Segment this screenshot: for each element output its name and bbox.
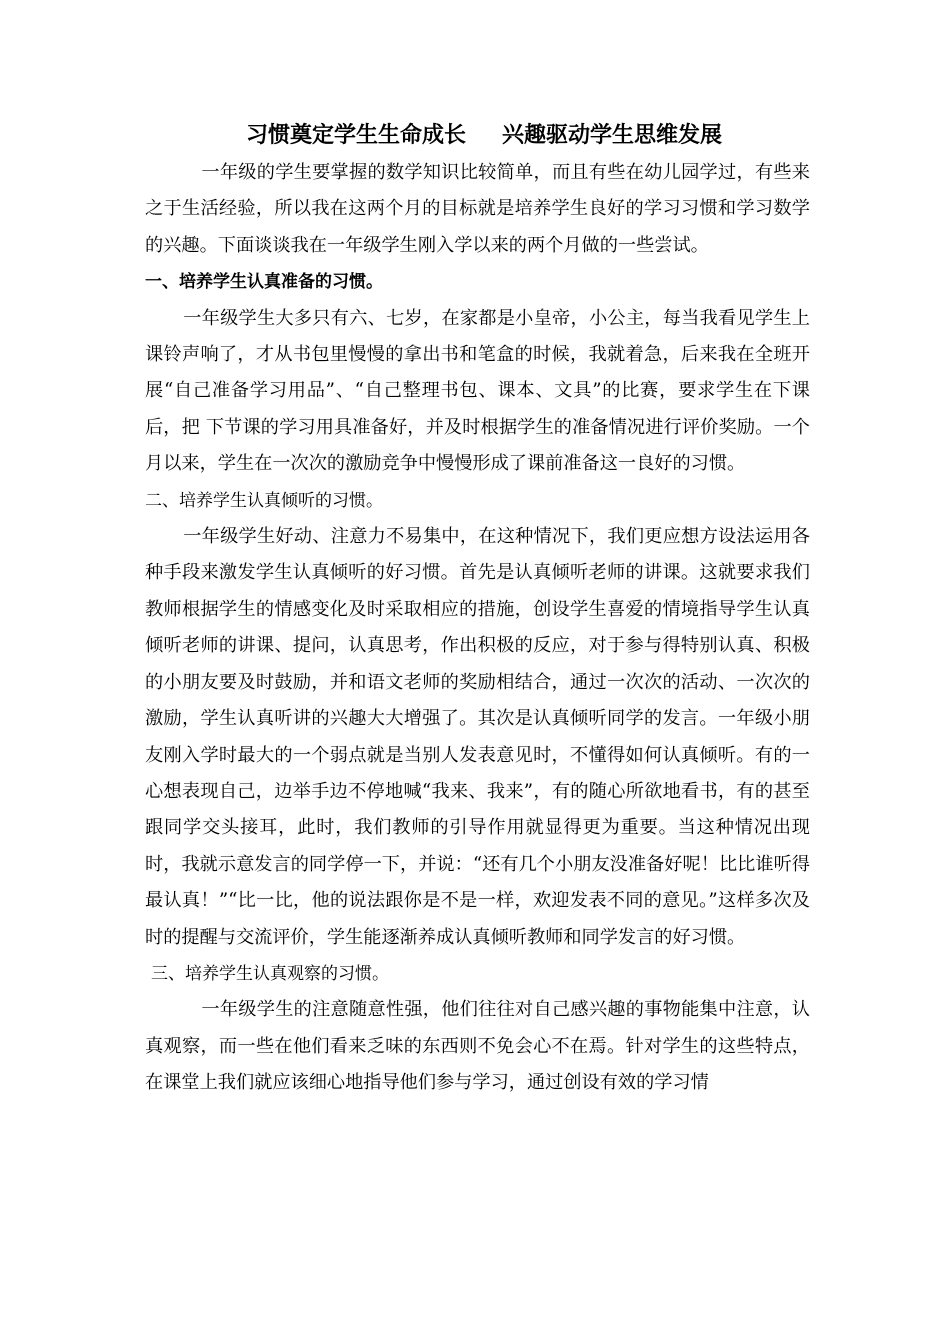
- section1-paragraph: 一年级学生大多只有六、七岁，在家都是小皇帝，小公主，每当我看见学生上课铃声响了，才从书包里慢慢的拿出书和笔盒的时候，我就着急，后来我在全班开展“自己准备学习用品”、“自己整理书包、课本、文具”的比赛，要求学生在下课后，把 下节课的学习用具准备好，并及时根据学生的准备情况进行评价奖励。一个月以来，学生在一次次的激励竞争中慢慢形成了课前准备这一良好的习惯。: [145, 307, 810, 475]
- section2-heading: 二、培养学生认真倾听的习惯。: [145, 490, 383, 511]
- section3-heading: 三、培养学生认真观察的习惯。: [151, 963, 389, 984]
- section2-paragraph: 一年级学生好动、注意力不易集中，在这种情况下，我们更应想方设法运用各种手段来激发学生认真倾听的好习惯。首先是认真倾听老师的讲课。这就要求我们教师根据学生的情感变化及时采取相应的措施，创设学生喜爱的情境指导学生认真倾听老师的讲课、提问，认真思考，作出积极的反应，对于参与得特别认真、积极的小朋友要及时鼓励，并和语文老师的奖励相结合，通过一次次的活动、一次次的激励，学生认真听讲的兴趣大大增强了。其次是认真倾听同学的发言。一年级小朋友刚入学时最大的一个弱点就是当别人发表意见时，不懂得如何认真倾听。有的一心想表现自己，边举手边不停地喊“我来、我来”，有的随心所欲地看书，有的甚至跟同学交头接耳，此时，我们教师的引导作用就显得更为重要。当这种情况出现时，我就示意发言的同学停一下，并说：“还有几个小朋友没准备好呢！比比谁听得最认真！”“比一比，他的说法跟你是不是一样，欢迎发表不同的意见。”这样多次及时的提醒与交流评价，学生能逐渐养成认真倾听教师和同学发言的好习惯。: [145, 526, 810, 948]
- title-left: 习惯奠定学生生命成长: [246, 123, 467, 148]
- section1-heading: 一、培养学生认真准备的习惯。: [145, 272, 383, 293]
- document-title: [246, 121, 806, 151]
- document-body: [145, 155, 810, 1102]
- title-right: 兴趣驱动学生思维发展: [502, 123, 723, 148]
- section3-paragraph: 一年级学生的注意随意性强，他们往往对自己感兴趣的事物能集中注意，认真观察，而一些在他们看来乏味的东西则不免会心不在焉。针对学生的这些特点，在课堂上我们就应该细心地指导他们参与学习，通过创设有效的学习情: [145, 999, 810, 1094]
- intro-paragraph: 一年级的学生要掌握的数学知识比较简单，而且有些在幼儿园学过，有些来之于生活经验，所以我在这两个月的目标就是培养学生良好的学习习惯和学习数学的兴趣。下面谈谈我在一年级学生刚入学以来的两个月做的一些尝试。: [145, 162, 810, 256]
